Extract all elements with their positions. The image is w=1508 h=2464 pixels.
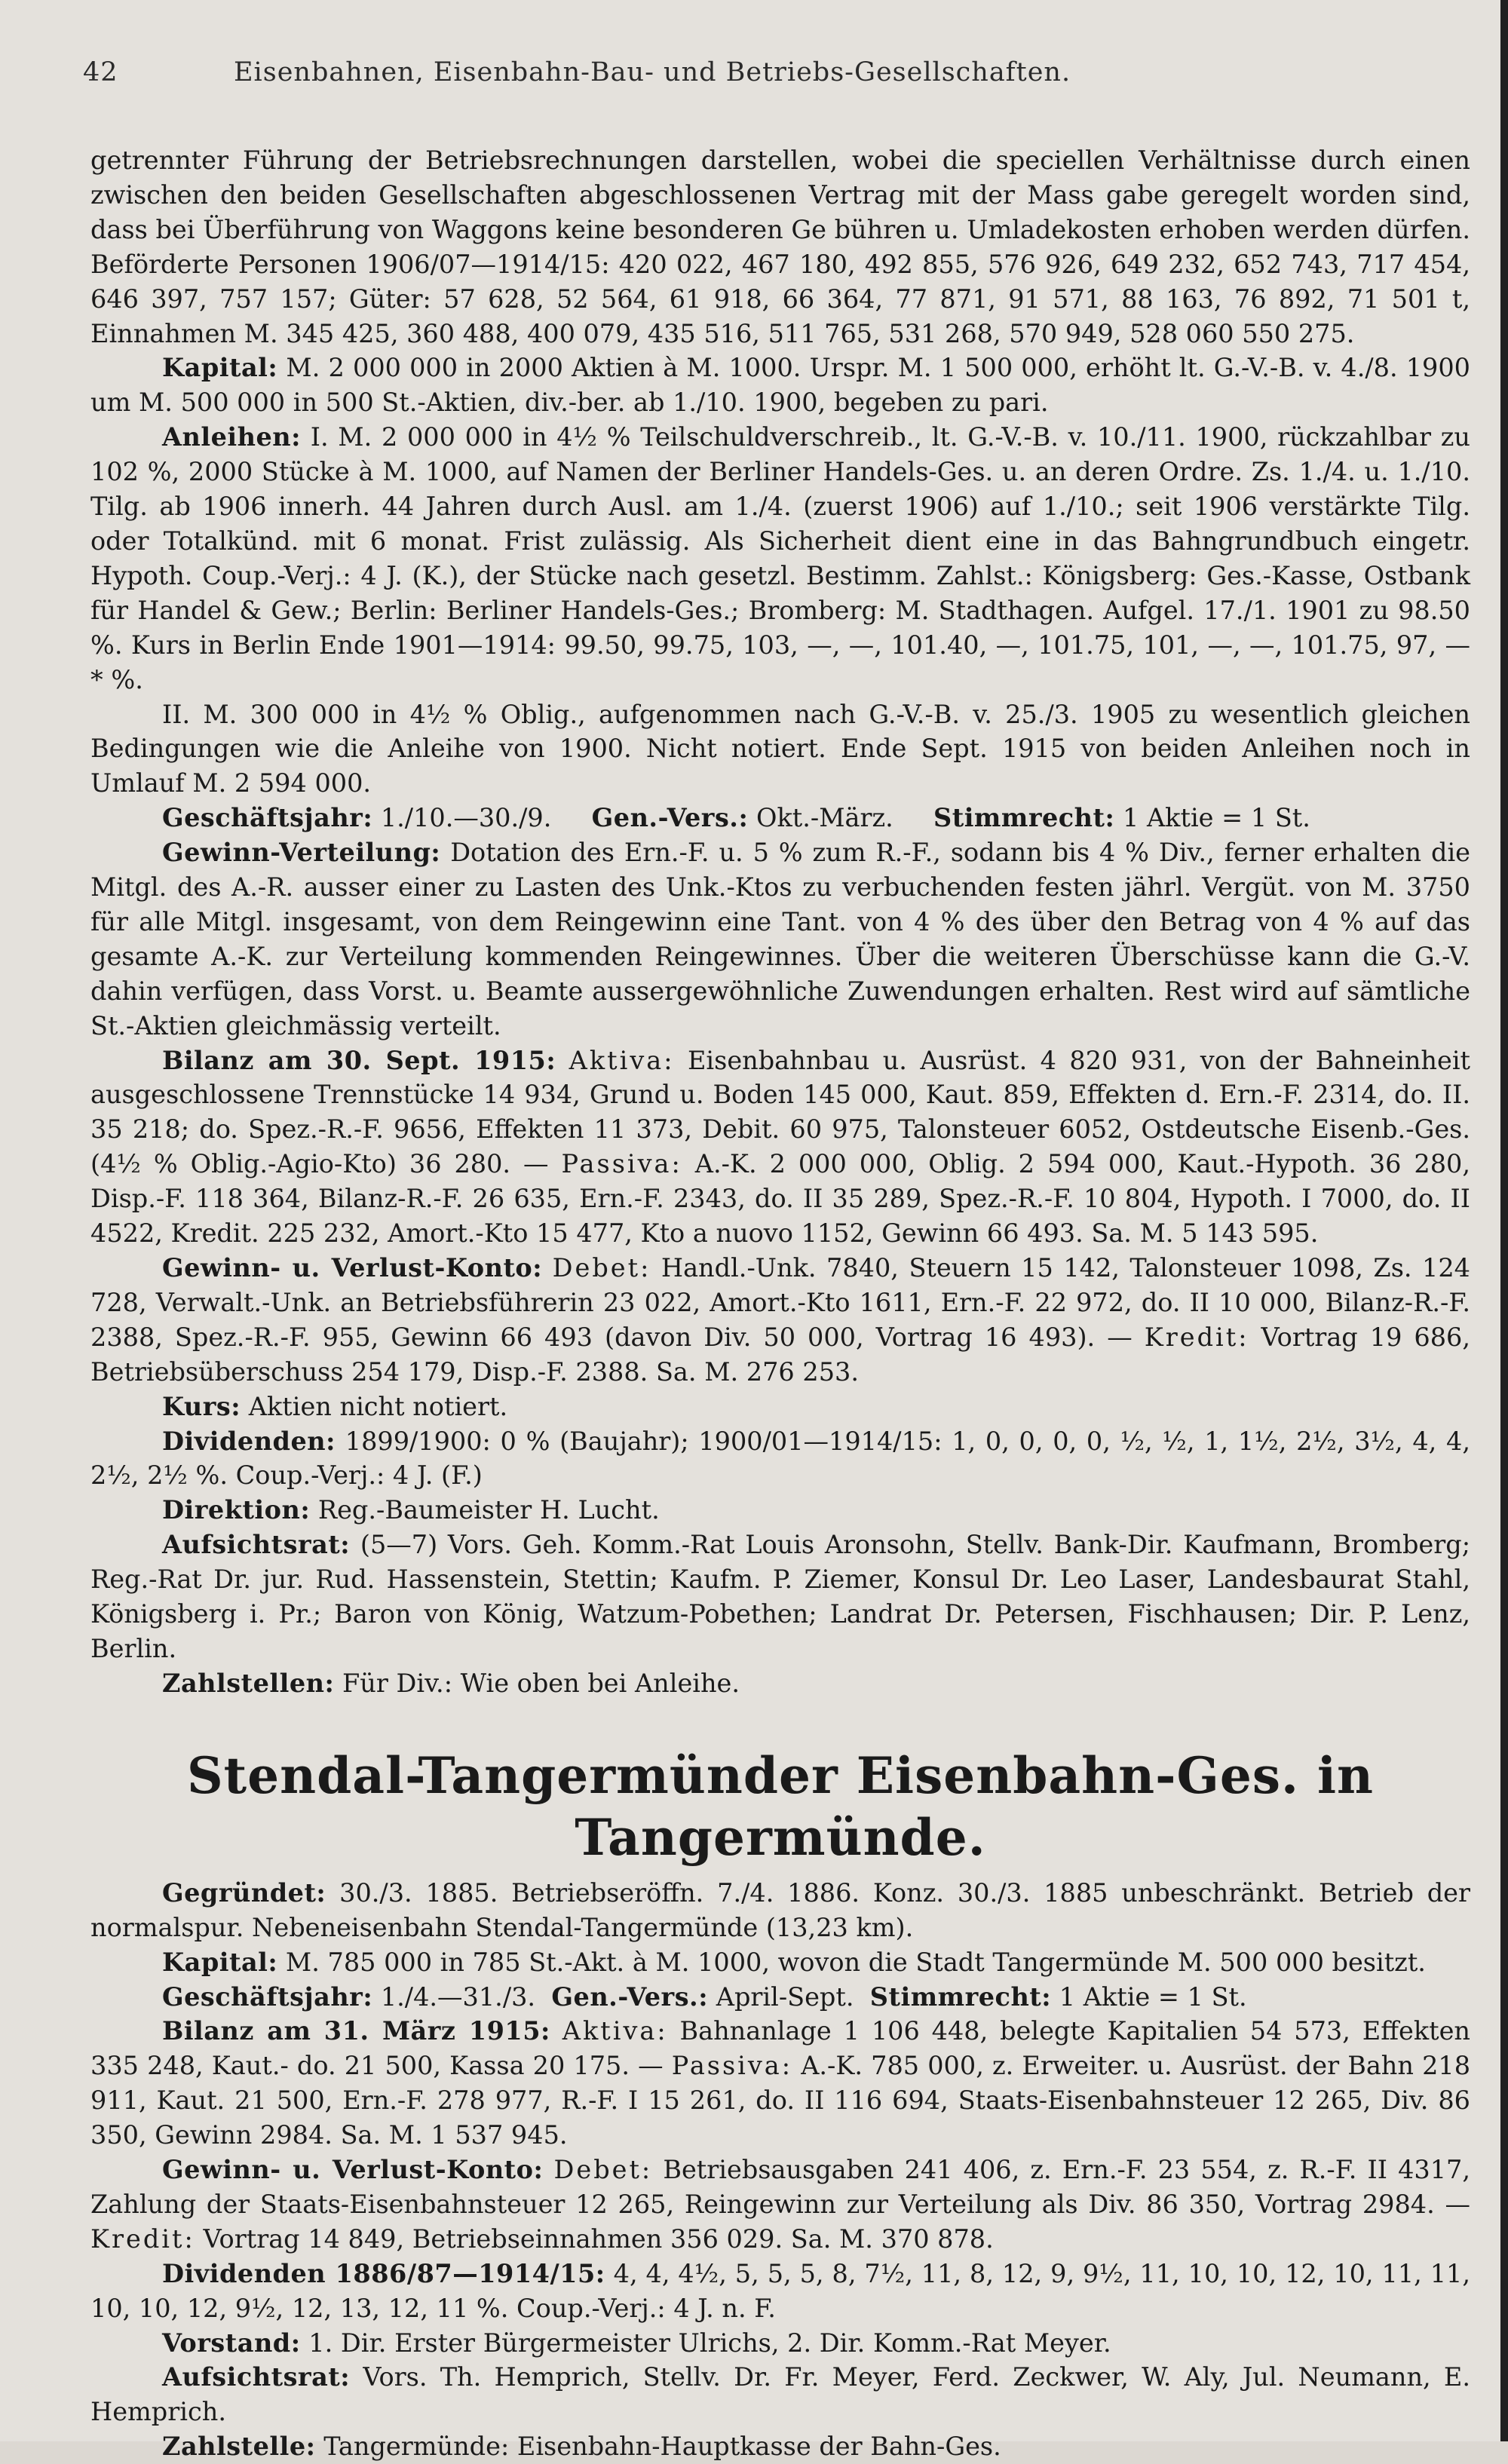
guv-kredit-label: Kredit: [1144,1322,1249,1352]
guv-debet-text: Handl.-Unk. 7840, Steuern 15 142, Talonsteuer 1098, Zs. 124 728, Verwalt.-Unk. an Betriebsführerin 23 022, Amort.-Kto 1611, Ern.-F. 22 972, do. II 10 000, Bilanz-R.-F. 2388, Spez.-R.-F. 955, Gewinn 66 493 (davon Div. 50 000, Vortrag 16 493). — [90,1253,1470,1352]
bilanz2-aktiva-text: Bahnanlage 1 106 448, belegte Kapitalien 54 573, Effekten 335 248, Kaut.- do. 21 500, Kassa 20 175. — [90,2016,1470,2081]
geschaeftsjahr-text: 1./10.—30./9. [380,803,552,833]
gen-vers-text: Okt.-März. [756,803,893,833]
zahlstellen-paragraph [90,1666,1470,1701]
stimmrecht-label: Stimmrecht: [933,803,1115,833]
kapital-paragraph [90,351,1470,420]
gewinn-verteilung-text: Dotation des Ern.-F. u. 5 % zum R.-F., sodann bis 4 % Div., ferner erhalten die Mitgl. des A.-R. ausser einer zu Lasten des Unk.-Ktos zu verbuchenden festen jährl. Vergüt. von M. 3750 für alle Mitgl. insgesamt, von dem Reingewinn eine Tant. von 4 % des über den Betrag von 4 % auf das gesamte A.-K. zur Verteilung kommenden Reingewinnes. Über die weiteren Überschüsse kann die G.-V. dahin verfügen, dass Vorst. u. Beamte aussergewöhnliche Zuwendungen erhalten. Rest wird auf sämtliche St.-Aktien gleichmässig verteilt. [90,838,1470,1040]
zahlstelle2-paragraph [90,2429,1470,2464]
kapital2-label: Kapital: [162,1947,278,1977]
gen-vers2-label: Gen.-Vers.: [551,1981,709,2012]
aufsichtsrat2-paragraph [90,2360,1470,2429]
guv2-kredit-text: Vortrag 14 849, Betriebseinnahmen 356 029. Sa. M. 370 878. [203,2223,994,2254]
stimmrecht-text: 1 Aktie = 1 St. [1123,803,1310,833]
geschaeftsjahr-label: Geschäftsjahr: [162,803,373,833]
direktion-paragraph [90,1493,1470,1528]
kurs-paragraph [90,1390,1470,1424]
stimmrecht2-label: Stimmrecht: [869,1981,1052,2012]
dividenden2-label: Dividenden 1886/87—1914/15: [162,2258,605,2288]
guv2-kredit-label: Kredit: [90,2223,195,2254]
anleihe-ii-paragraph: II. M. 300 000 in 4½ % Oblig., aufgenommen nach G.-V.-B. v. 25./3. 1905 zu wesentlich gleichen Bedingungen wie die Anleihe von 1900. Nicht notiert. Ende Sept. 1915 von beiden Anleihen noch in Umlauf M. 2 594 000. [90,699,1470,798]
kurs-label: Kurs: [162,1391,241,1421]
running-header [83,57,1365,87]
anleihen-paragraph [90,420,1470,697]
bilanz2-label: Bilanz am 31. März 1915: [162,2016,550,2046]
guv-debet-label: Debet: [552,1253,651,1283]
guv-kredit-text: Vortrag 19 686, Betriebsüberschuss 254 179, Disp.-F. 2388. Sa. M. 276 253. [90,1322,1470,1387]
gegruendet-label: Gegründet: [162,1877,326,1908]
gewinn-verteilung-paragraph [90,835,1470,1043]
dividenden-paragraph [90,1424,1470,1494]
dividenden2-text: 4, 4, 4½, 5, 5, 5, 8, 7½, 11, 8, 12, 9, 9½, 11, 10, 10, 12, 10, 11, 11, 10, 10, 12, 9½, 12, 13, 12, 11 %. Coup.-Verj.: 4 J. n. F. [90,2258,1470,2323]
anleihen-label: Anleihen: [162,422,302,452]
aufsichtsrat2-label: Aufsichtsrat: [162,2362,351,2392]
page-body [90,143,1470,2464]
direktion-text: Reg.-Baumeister H. Lucht. [317,1495,660,1525]
guv2-paragraph [90,2153,1470,2257]
geschaeftsjahr-paragraph [90,801,1470,835]
gen-vers-label: Gen.-Vers.: [591,803,749,833]
running-title: Eisenbahnen, Eisenbahn-Bau- und Betriebs-Gesellschaften. [234,57,1071,87]
bilanz2-paragraph [90,2014,1470,2153]
vorstand-label: Vorstand: [162,2328,301,2358]
bilanz2-passiva-label: Passiva: [671,2051,793,2081]
geschaeftsjahr2-text: 1./4.—31./3. [380,1981,536,2012]
kapital-label: Kapital: [162,353,278,383]
anleihen-text: I. M. 2 000 000 in 4½ % Teilschuldverschreib., lt. G.-V.-B. v. 10./11. 1900, rückzahlbar zu 102 %, 2000 Stücke à M. 1000, auf Namen der Berliner Handels-Ges. u. an deren Ordre. Zs. 1./4. u. 1./10. Tilg. ab 1906 innerh. 44 Jahren durch Ausl. am 1./4. (zuerst 1906) auf 1./10.; seit 1906 verstärkte Tilg. oder Totalkünd. mit 6 monat. Frist zulässig. Als Sicherheit dient eine in das Bahngrundbuch eingetr. Hypoth. Coup.-Verj.: 4 J. (K.), der Stücke nach gesetzl. Bestimm. Zahlst.: Königsberg: Ges.-Kasse, Ostbank für Handel & Gew.; Berlin: Berliner Handels-Ges.; Bromberg: M. Stadthagen. Aufgel. 17./1. 1901 zu 98.50 %. Kurs in Berlin Ende 1901—1914: 99.50, 99.75, 103, —, —, 101.40, —, 101.75, 101, —, —, 101.75, 97, —* %. [90,422,1470,694]
geschaeftsjahr2-paragraph [90,1980,1470,2015]
bilanz-label: Bilanz am 30. Sept. 1915: [162,1045,556,1075]
bilanz-passiva-text: A.-K. 2 000 000, Oblig. 2 594 000, Kaut.-Hypoth. 36 280, Disp.-F. 118 364, Bilanz-R.-F. 26 635, Ern.-F. 2343, do. II 35 289, Spez.-R.-F. 10 804, Hypoth. I 7000, do. II 4522, Kredit. 225 232, Amort.-Kto 15 477, Kto a nuovo 1152, Gewinn 66 493. Sa. M. 5 143 595. [90,1149,1470,1249]
zahlstellen-text: Für Div.: Wie oben bei Anleihe. [342,1668,740,1698]
guv2-debet-text: Betriebsausgaben 241 406, z. Ern.-F. 23 554, z. R.-F. II 4317, Zahlung der Staats-Eisenbahnsteuer 12 265, Reingewinn zur Verteilung als Div. 86 350, Vortrag 2984. — [90,2155,1470,2219]
zahlstelle2-text: Tangermünde: Eisenbahn-Hauptkasse der Bahn-Ges. [323,2432,1001,2462]
kapital2-paragraph [90,1945,1470,1980]
stimmrecht2-text: 1 Aktie = 1 St. [1059,1981,1247,2012]
guv-paragraph [90,1251,1470,1390]
aufsichtsrat2-text: Vors. Th. Hemprich, Stellv. Dr. Fr. Meyer, Ferd. Zeckwer, W. Aly, Jul. Neumann, E. Hemprich. [90,2362,1470,2427]
aufsichtsrat-label: Aufsichtsrat: [162,1530,351,1560]
guv2-label: Gewinn- u. Verlust-Konto: [162,2155,544,2185]
bilanz2-aktiva-label: Aktiva: [562,2016,668,2046]
bilanz2-passiva-text: A.-K. 785 000, z. Erweiter. u. Ausrüst. der Bahn 218 911, Kaut. 21 500, Ern.-F. 278 977, R.-F. I 15 261, do. II 116 694, Staats-Eisenbahnsteuer 12 265, Div. 86 350, Gewinn 2984. Sa. M. 1 537 945. [90,2051,1471,2150]
dividenden-text: 1899/1900: 0 % (Baujahr); 1900/01—1914/15: 1, 0, 0, 0, 0, ½, ½, 1, 1½, 2½, 3½, 4, 4, 2½, 2½ %. Coup.-Verj.: 4 J. (F.) [90,1426,1470,1491]
bilanz-aktiva-label: Aktiva: [569,1045,675,1075]
zahlstelle2-label: Zahlstelle: [162,2432,316,2462]
aufsichtsrat-text: (5—7) Vors. Geh. Komm.-Rat Louis Aronsohn, Stellv. Bank-Dir. Kaufmann, Bromberg; Reg.-Rat Dr. jur. Rud. Hassenstein, Stettin; Kaufm. P. Ziemer, Konsul Dr. Leo Laser, Landesbaurat Stahl, Königsberg i. Pr.; Baron von König, Watzum-Pobethen; Landrat Dr. Petersen, Fischhausen; Dir. P. Lenz, Berlin. [90,1530,1470,1663]
bilanz-passiva-label: Passiva: [561,1149,682,1179]
gewinn-verteilung-label: Gewinn-Verteilung: [162,838,441,868]
intro-paragraph: getrennter Führung der Betriebsrechnungen darstellen, wobei die speciellen Verhältnisse durch einen zwischen den beiden Gesellschaften abgeschlossenen Vertrag mit der Mass gabe geregelt worden sind, dass bei Überführung von Waggons keine besonderen Ge bühren u. Umladekosten erhoben werden dürfen. Beförderte Personen 1906/07—1914/15: 420 022, 467 180, 492 855, 576 926, 649 232, 652 743, 717 454, 646 397, 757 157; Güter: 57 628, 52 564, 61 918, 66 364, 77 871, 91 571, 88 163, 76 892, 71 501 t, Einnahmen M. 345 425, 360 488, 400 079, 435 516, 511 765, 531 268, 570 949, 528 060 550 275. [90,146,1470,348]
page-edge-shadow [1500,0,1508,2441]
guv-label: Gewinn- u. Verlust-Konto: [162,1253,543,1283]
dividenden-label: Dividenden: [162,1426,336,1456]
direktion-label: Direktion: [162,1495,311,1525]
aufsichtsrat-paragraph [90,1528,1470,1666]
bilanz-paragraph [90,1044,1470,1251]
vorstand-text: 1. Dir. Erster Bürgermeister Ulrichs, 2. Dir. Komm.-Rat Meyer. [308,2328,1111,2358]
page-number: 42 [83,57,118,87]
kurs-text: Aktien nicht notiert. [248,1391,508,1421]
zahlstellen-label: Zahlstellen: [162,1668,335,1698]
vorstand-paragraph [90,2326,1470,2361]
kapital2-text: M. 785 000 in 785 St.-Akt. à M. 1000, wovon die Stadt Tangermünde M. 500 000 besitzt. [285,1947,1426,1977]
guv2-debet-label: Debet: [553,2155,653,2185]
gen-vers2-text: April-Sept. [716,1981,854,2012]
bilanz-aktiva-text: Eisenbahnbau u. Ausrüst. 4 820 931, von der Bahneinheit ausgeschlossene Trennstücke 14 934, Grund u. Boden 145 000, Kaut. 859, Effekten d. Ern.-F. 2314, do. II. 35 218; do. Spez.-R.-F. 9656, Effekten 11 373, Debit. 60 975, Talonsteuer 6052, Ostdeutsche Eisenb.-Ges. (4½ % Oblig.-Agio-Kto) 36 280. — [90,1045,1471,1179]
company-title: Stendal-Tangermünder Eisenbahn-Ges. in Tangermünde. [186,1745,1375,1867]
gegruendet-text: 30./3. 1885. Betriebseröffn. 7./4. 1886. Konz. 30./3. 1885 unbeschränkt. Betrieb der normalspur. Nebeneisenbahn Stendal-Tangermünde (13,23 km). [90,1877,1471,1942]
gegruendet-paragraph [90,1876,1470,1945]
dividenden2-paragraph [90,2257,1470,2326]
geschaeftsjahr2-label: Geschäftsjahr: [162,1981,373,2012]
kapital-text: M. 2 000 000 in 2000 Aktien à M. 1000. Urspr. M. 1 500 000, erhöht lt. G.-V.-B. v. 4./8. 1900 um M. 500 000 in 500 St.-Aktien, div.-ber. ab 1./10. 1900, begeben zu pari. [90,353,1471,418]
